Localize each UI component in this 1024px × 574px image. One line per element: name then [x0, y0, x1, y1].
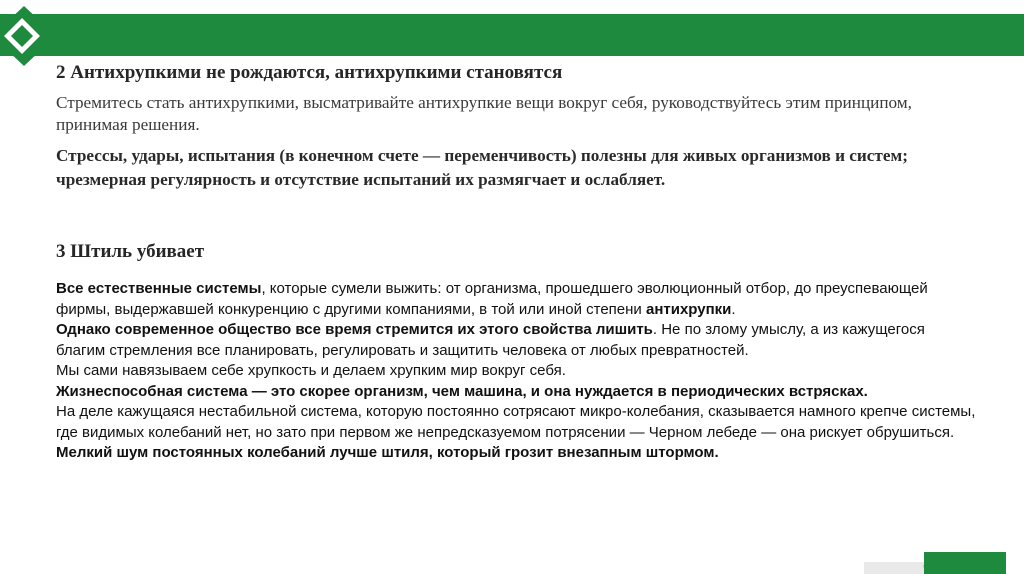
heading-antifragile: 2 Антихрупкими не рождаются, антихрупкими становятся [56, 62, 563, 83]
body-bold-viable-system: Жизнеспособная система — это скорее организм, чем машина, и она нуждается в периодических встрясках. [56, 382, 868, 400]
body-paragraph [56, 279, 976, 464]
body-text-not-malice: . Не по злому умыслу, а из кажущегося благим стремления все планировать, регулировать и защитить человека от любых превратностей. [56, 321, 925, 359]
slide-content [56, 62, 976, 464]
body-text-unstable-system: На деле кажущаяся нестабильной система, которую постоянно сотрясают микро-колебания, сказывается намного крепче системы, где видимых колебаний нет, но зато при первом же непредсказуемом потрясении — Черном лебеде — она рискует обрушиться. [56, 403, 976, 441]
top-header-bar [0, 14, 1024, 56]
body-bold-small-noise: Мелкий шум постоянных колебаний лучше штиля, который грозит внезапным штормом. [56, 444, 719, 461]
body-text-natural-systems: , которые сумели выжить: от организма, прошедшего эволюционный отбор, до преуспевающей фирмы, выдержавшей конкуренцию с другими компаниями, в той или иной степени [56, 280, 928, 318]
paragraph-stress: Стрессы, удары, испытания (в конечном счете — переменчивость) полезны для живых организмов и систем; чрезмерная регулярность и отсутствие испытаний их размягчает и ослабляет. [56, 146, 908, 189]
paragraph-strive: Стремитесь стать антихрупкими, высматривайте антихрупкие вещи вокруг себя, руководствуйтесь этим принципом, принимая решения. [56, 93, 912, 134]
body-bold-antifragile: антихрупки [645, 300, 732, 318]
bottom-accent-bar [924, 552, 1006, 574]
body-text-period: . [731, 300, 736, 318]
body-bold-modern-society: Однако современное общество все время стремится их этого свойства лишить [56, 321, 653, 338]
body-text-we-impose: Мы сами навязываем себе хрупкость и делаем хрупким мир вокруг себя. [56, 362, 566, 379]
heading-calm-kills: 3 Штиль убивает [56, 241, 205, 262]
body-bold-natural-systems: Все естественные системы [56, 280, 262, 297]
